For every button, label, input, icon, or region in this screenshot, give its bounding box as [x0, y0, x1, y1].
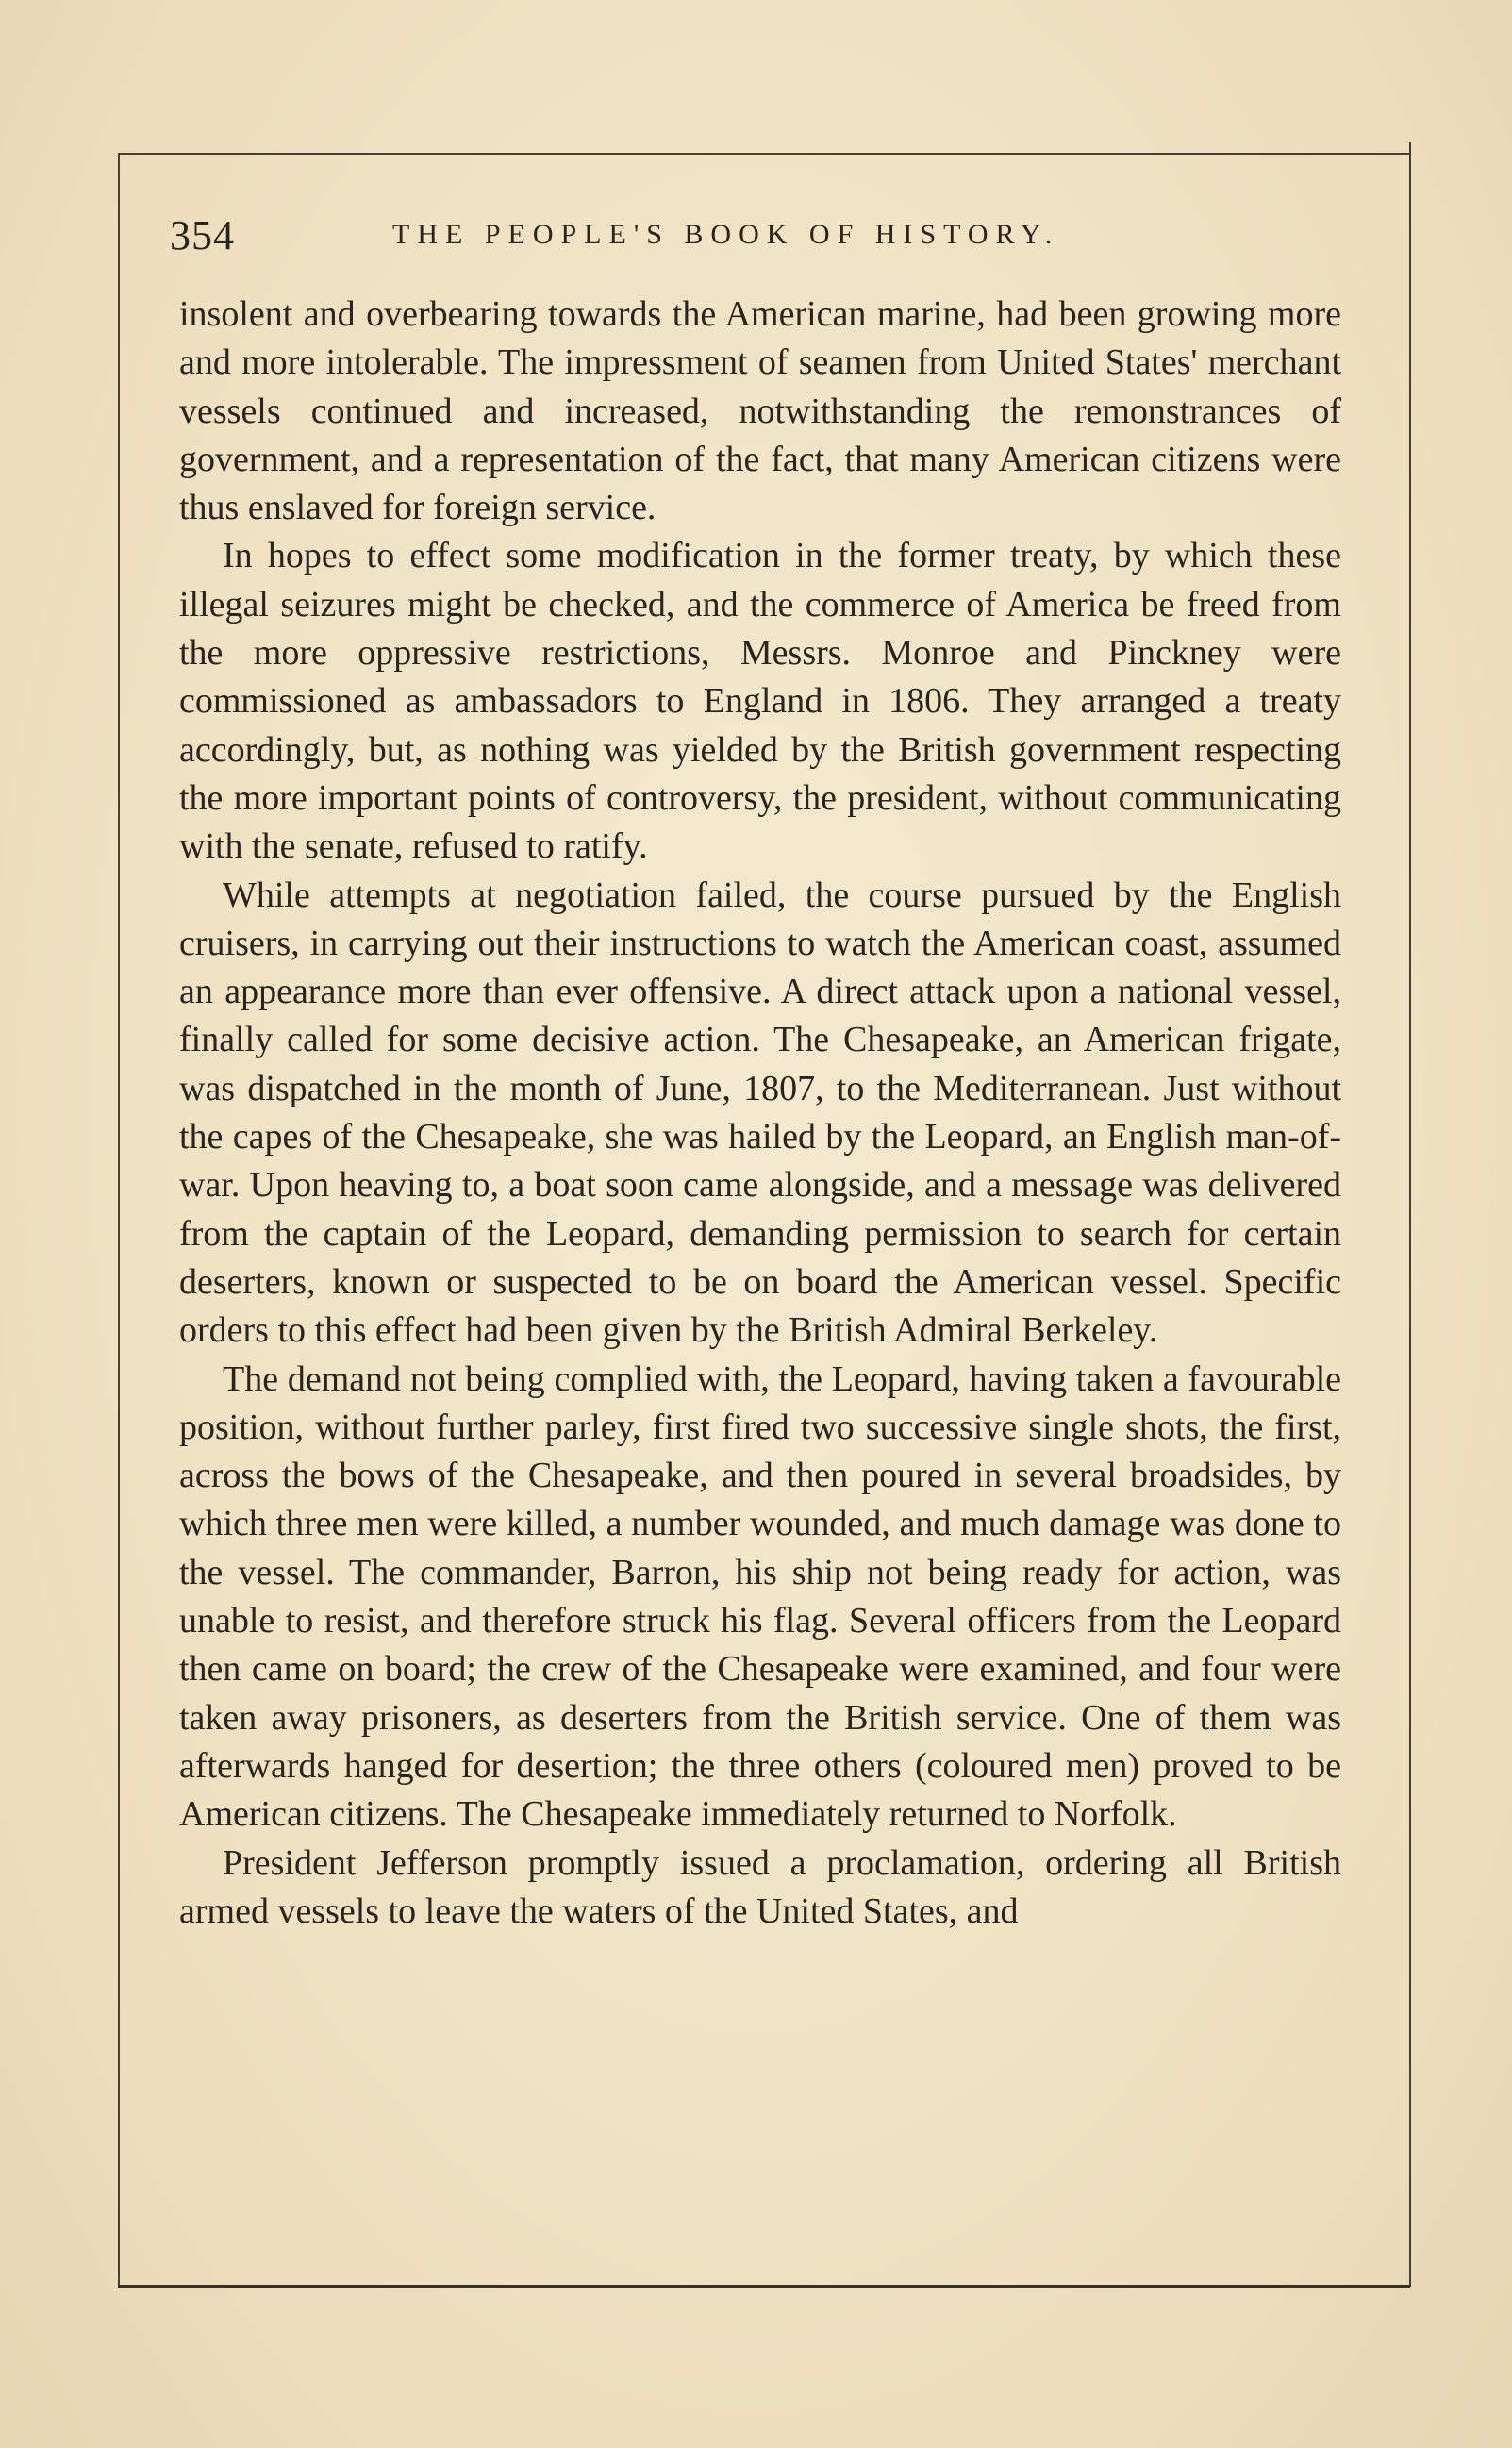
paragraph-2: In hopes to effect some modification in the former treaty, by which these illegal seizures might be checked, and the commerce of America be freed from the more oppressive restrictions, Messrs. Monroe and Pinckney were commissioned as ambassadors to England in 1806. They arranged a treaty accordingly, but, as nothing was yielded by the British government respecting the more important points of controversy, the president, without communicating with the senate, refused to ratify. [179, 536, 1341, 867]
running-title: THE PEOPLE'S BOOK OF HISTORY. [392, 219, 1060, 250]
right-border-rule [1409, 142, 1411, 2287]
left-border-rule [118, 153, 120, 2287]
paragraph-3: While attempts at negotiation failed, the course pursued by the English cruisers, in carrying out their instructions to watch the American coast, assumed an appearance more than ever offensive. A direct attack upon a national vessel, finally called for some decisive action. The Chesapeake, an American frigate, was dispatched in the month of June, 1807, to the Mediterranean. Just without the capes of the Chesapeake, she was hailed by the Leopard, an English man-of-war. Upon heaving to, a boat soon came alongside, and a message was delivered from the captain of the Leopard, demanding permission to search for certain deserters, known or suspected to be on board the American vessel. Specific orders to this effect had been given by the British Admiral Berkeley. [179, 874, 1341, 1351]
bottom-border-rule [118, 2285, 1410, 2288]
page-header [170, 211, 1349, 268]
top-border-rule [118, 153, 1410, 155]
paragraph-1: insolent and overbearing towards the American marine, had been growing more and more intolerable. The impressment of seamen from United States' merchant vessels continued and increased, notwithstanding the remonstrances of government, and a representation of the fact, that many American citizens were thus enslaved for foreign service. [179, 294, 1341, 528]
page-number: 354 [170, 212, 235, 258]
paragraph-5: President Jefferson promptly issued a proclamation, ordering all British armed vessels to leave the waters of the United States, and [179, 1842, 1341, 1931]
body-text [179, 291, 1341, 1936]
paragraph-4: The demand not being complied with, the Leopard, having taken a favourable position, without further parley, first fired two successive single shots, the first, across the bows of the Chesapeake, and then poured in several broadsides, by which three men were killed, a number wounded, and much damage was done to the vessel. The commander, Barron, his ship not being ready for action, was unable to resist, and therefore struck his flag. Several officers from the Leopard then came on board; the crew of the Chesapeake were examined, and four were taken away prisoners, as deserters from the British service. One of them was afterwards hanged for desertion; the three others (coloured men) proved to be American citizens. The Chesapeake immediately returned to Norfolk. [179, 1358, 1341, 1835]
